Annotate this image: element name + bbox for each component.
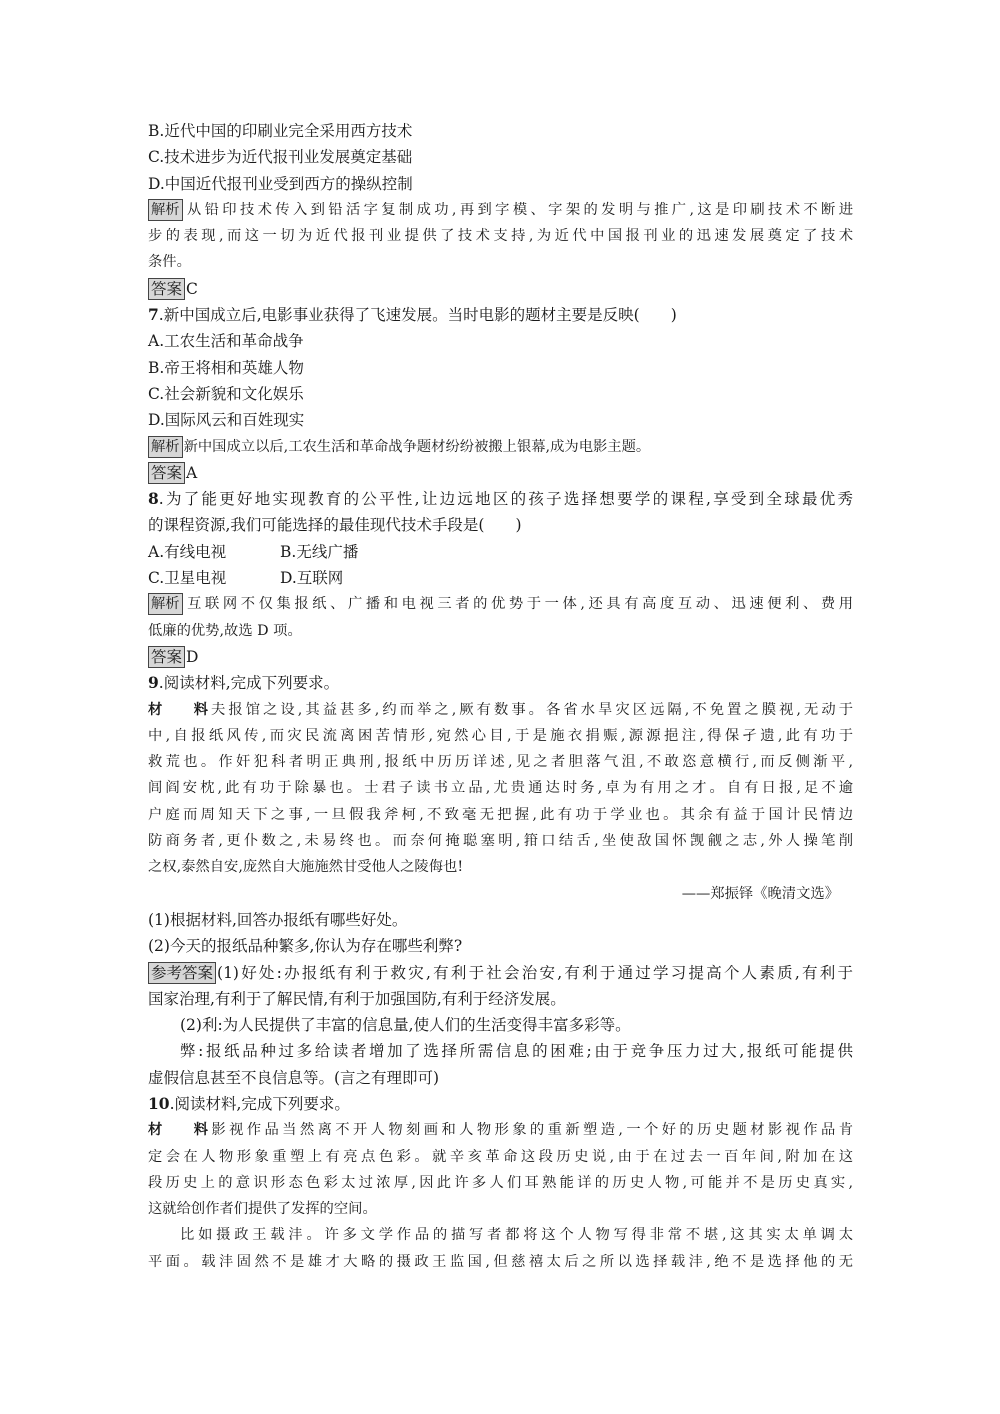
option-c: C.技术进步为近代报刊业发展奠定基础 (148, 148, 413, 167)
material-line: 之权,泰然自安,庞然自大施施然甘受他人之陵侮也! (148, 859, 464, 876)
analysis-line: 低廉的优势,故选 D 项。 (148, 622, 302, 639)
reference-answer-line: (2)利:为人民提供了丰富的信息量,使人们的生活变得丰富多彩等。 (180, 1016, 631, 1035)
material-line: 定会在人物形象重塑上有亮点色彩。就辛亥革命这段历史说,由于在过去一百年间,附加在这 (148, 1148, 853, 1165)
question-number: 10 (148, 1093, 170, 1113)
option-d: D.互联网 (280, 569, 344, 588)
material-label: 材料 (148, 1122, 208, 1139)
material-line: 中,自报纸风传,而灾民流离困苦情形,宛然心目,于是施衣捐赈,源源挹注,得保孑遗,此有功于 (148, 727, 853, 744)
material-line: 平面。载沣固然不是雄才大略的摄政王监国,但慈禧太后之所以选择载沣,绝不是选择他的无 (148, 1253, 853, 1270)
answer-tag: 答案 (148, 646, 185, 668)
option-b: B.近代中国的印刷业完全采用西方技术 (148, 122, 413, 140)
option-a: A.有线电视 (148, 542, 227, 561)
question-number: 8 (148, 489, 159, 509)
answer-value: D (186, 647, 199, 666)
answer-tag: 答案 (148, 462, 185, 484)
question-number: 7 (148, 305, 159, 325)
analysis (148, 197, 853, 223)
answer-value: C (186, 279, 198, 298)
material-text: 影视作品当然离不开人物刻画和人物形象的重新塑造,一个好的历史题材影视作品肯 (208, 1122, 853, 1139)
material-line: 闾阎安枕,此有功于除暴也。士君子读书立品,尤贵通达时务,卓为有用之才。自有日报,足不逾 (148, 780, 853, 797)
reference-answer-text: (1)好处:办报纸有利于救灾,有利于社会治安,有利于通过学习提高个人素质,有利于 (217, 963, 853, 982)
option-b: B.帝王将相和英雄人物 (148, 358, 304, 377)
material (148, 697, 853, 723)
option-b: B.无线广播 (280, 542, 359, 561)
analysis-line: 条件。 (148, 254, 191, 271)
answer (148, 460, 853, 486)
analysis-text: 互联网不仅集报纸、广播和电视三者的优势于一体,还具有高度互动、迅速便利、费用 (183, 596, 853, 613)
question-text: .为了能更好地实现教育的公平性,让边远地区的孩子选择想要学的课程,享受到全球最优秀 (158, 490, 853, 509)
option-a: A.工农生活和革命战争 (148, 332, 304, 351)
option-d: D.中国近代报刊业受到西方的操纵控制 (148, 174, 413, 193)
question-7-stem (148, 302, 853, 328)
reference-answer-line: 弊:报纸品种过多给读者增加了选择所需信息的困难;由于竞争压力过大,报纸可能提供 (180, 1042, 853, 1061)
option-d: D.国际风云和百姓现实 (148, 411, 305, 430)
option-c: C.卫星电视 (148, 569, 227, 588)
question-text: .阅读材料,完成下列要求。 (169, 1094, 350, 1113)
answer-value: A (186, 463, 198, 482)
material-line: 这就给创作者们提供了发挥的空间。 (148, 1201, 377, 1218)
material-line: 防商务者,更仆数之,未易终也。而奈何掩聪塞明,箝口结舌,坐使敌国怀觊觎之志,外人操笔削 (148, 833, 853, 850)
question-text: .新中国成立后,电影事业获得了飞速发展。当时电影的题材主要是反映( ) (158, 306, 677, 325)
material-line: 段历史上的意识形态色彩太过浓厚,因此许多人们耳熟能详的历史人物,可能并不是历史真实, (148, 1174, 853, 1191)
analysis-tag: 解析 (148, 436, 183, 458)
analysis-tag: 解析 (148, 593, 183, 615)
reference-answer (148, 960, 853, 986)
material-label: 材料 (148, 701, 208, 718)
question-8-stem (148, 486, 853, 512)
reference-answer-line: 虚假信息甚至不良信息等。(言之有理即可) (148, 1068, 440, 1087)
material (148, 1117, 853, 1143)
material-line: 比如摄政王载沣。许多文学作品的描写者都将这个人物写得非常不堪,这其实太单调太 (180, 1227, 853, 1244)
material-line: 户庭而周知天下之事,一旦假我斧柯,不致毫无把握,此有功于学业也。其余有益于国计民情边 (148, 806, 853, 823)
material-text: 夫报馆之设,其益甚多,约而举之,厥有数事。各省水旱灾区远隔,不免置之膜视,无动于 (208, 701, 853, 718)
question-9-stem (148, 670, 853, 696)
question-8-stem-line: 的课程资源,我们可能选择的最佳现代技术手段是( ) (148, 516, 522, 535)
analysis-text: 新中国成立以后,工农生活和革命战争题材纷纷被搬上银幕,成为电影主题。 (183, 438, 651, 455)
answer (148, 644, 853, 670)
answer (148, 276, 853, 302)
sub-question-1: (1)根据材料,回答办报纸有哪些好处。 (148, 910, 408, 929)
analysis-line: 步的表现,而这一切为近代报刊业提供了技术支持,为近代中国报刊业的迅速发展奠定了技术 (148, 228, 853, 245)
material-source: ——郑振铎《晚清文选》 (681, 885, 839, 902)
material-line: 救荒也。作奸犯科者明正典刑,报纸中历历详述,见之者胆落气沮,不敢恣意横行,而反侧渐平, (148, 754, 853, 771)
analysis-tag: 解析 (148, 199, 183, 221)
sub-question-2: (2)今天的报纸品种繁多,你认为存在哪些利弊? (148, 937, 463, 956)
reference-answer-line: 国家治理,有利于了解民情,有利于加强国防,有利于经济发展。 (148, 989, 566, 1008)
question-number: 9 (148, 673, 159, 693)
analysis (148, 591, 853, 617)
analysis-text: 从铅印技术传入到铅活字复制成功,再到字模、字架的发明与推广,这是印刷技术不断进 (183, 201, 853, 218)
option-c: C.社会新貌和文化娱乐 (148, 384, 304, 403)
options-row (148, 565, 853, 591)
question-text: .阅读材料,完成下列要求。 (158, 674, 340, 693)
question-10-stem (148, 1091, 853, 1117)
reference-answer-tag: 参考答案 (148, 962, 216, 984)
document-page (148, 118, 853, 1275)
options-row (148, 539, 853, 565)
analysis (148, 434, 853, 460)
answer-tag: 答案 (148, 278, 185, 300)
